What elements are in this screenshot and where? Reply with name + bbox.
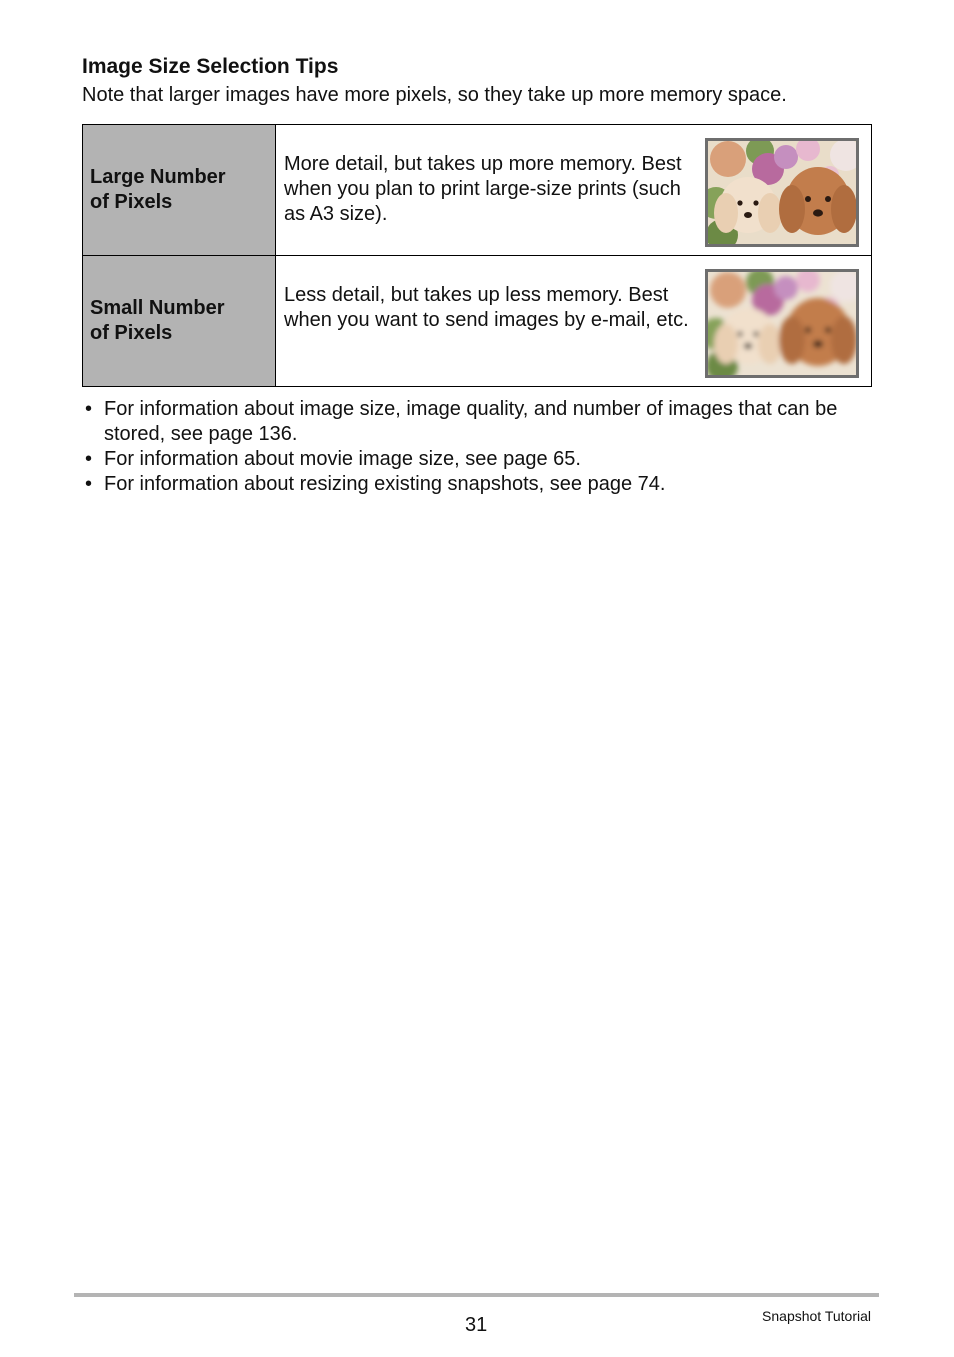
puppies-photo-sharp: [705, 138, 859, 247]
label-cell-large: [83, 125, 276, 256]
label-small-line1: Small Number: [90, 297, 225, 319]
puppies-photo-blurred-image: [708, 272, 856, 375]
list-item: [82, 472, 882, 497]
list-item: [82, 447, 882, 472]
note-text: For information about movie image size, see page 65.: [104, 448, 581, 470]
note-text: For information about image size, image quality, and number of images that can be stored, see page 136.: [104, 398, 838, 445]
bullet-icon: •: [85, 448, 93, 470]
table-row-small: [83, 256, 872, 387]
description-cell-large: [276, 125, 872, 256]
description-small: Less detail, but takes up less memory. Best when you want to send images by e-mail, etc.: [284, 284, 689, 331]
puppies-photo-sharp-image: [708, 141, 856, 244]
description-large: More detail, but takes up more memory. Best when you plan to print large-size prints (such as A3 size).: [284, 153, 682, 225]
list-item: [82, 397, 882, 447]
footer-section-name: Snapshot Tutorial: [762, 1308, 871, 1324]
page-number: 31: [465, 1314, 488, 1336]
intro-text: Note that larger images have more pixels, so they take up more memory space.: [82, 84, 787, 106]
puppies-photo-blurred: [705, 269, 859, 378]
note-text: For information about resizing existing snapshots, see page 74.: [104, 473, 666, 495]
table-row-large: [83, 125, 872, 256]
label-large-line1: Large Number: [90, 166, 226, 188]
bullet-icon: •: [85, 398, 93, 420]
notes-list: [82, 397, 882, 497]
footer-divider: [74, 1293, 879, 1297]
label-small-line2: of Pixels: [90, 322, 173, 344]
label-large-line2: of Pixels: [90, 191, 173, 213]
image-size-table: [82, 124, 872, 387]
bullet-icon: •: [85, 473, 93, 495]
description-cell-small: [276, 256, 872, 387]
section-heading: Image Size Selection Tips: [82, 55, 339, 78]
label-cell-small: [83, 256, 276, 387]
